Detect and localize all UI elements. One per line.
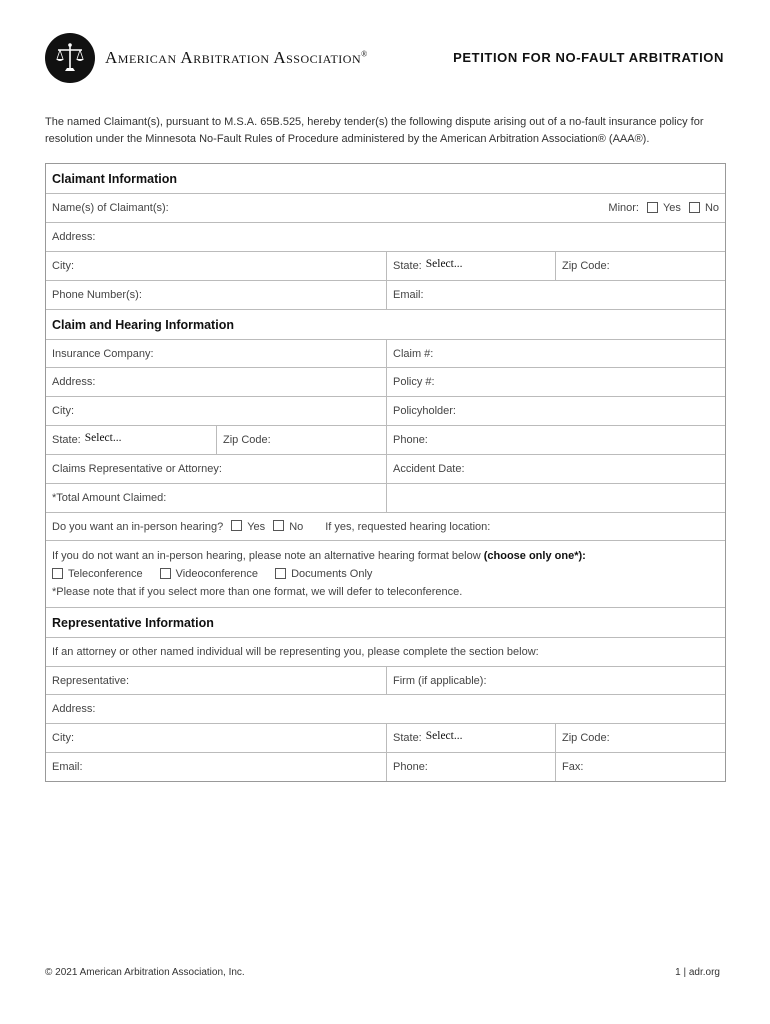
total-claimed-blank [386,484,725,512]
documents-only-checkbox[interactable] [275,568,286,579]
accident-date-field[interactable]: Accident Date: [386,455,725,483]
insurer-zip-field[interactable]: Zip Code: [216,426,386,454]
rep-email-field[interactable]: Email: [52,761,83,773]
section-title: Representative Information [52,615,214,630]
intro-paragraph: The named Claimant(s), pursuant to M.S.A. 65B.525, hereby tender(s) the following dispute arising out of a no-fault insurance policy for resolution under the Minnesota No-Fault Rules of Procedure administered by the American Arbitration Association® (AAA®). [45,116,704,145]
rep-phone-field[interactable]: Phone: [386,753,555,781]
insurer-address-field[interactable]: Address: [52,376,96,388]
section-title: Claimant Information [52,171,178,186]
claimant-email-field[interactable]: Email: [386,281,725,309]
claim-section-header [46,310,725,340]
aaa-logo [45,33,95,83]
rep-fax-field[interactable]: Fax: [555,753,725,781]
form-title: PETITION FOR NO-FAULT ARBITRATION [453,50,724,65]
claimant-address-field[interactable]: Address: [52,231,96,243]
insurer-city-field[interactable]: City: [52,405,74,417]
claimant-city-field[interactable]: City: [52,260,74,272]
minor-yes-checkbox[interactable] [647,202,658,213]
videoconference-checkbox[interactable] [160,568,171,579]
firm-field[interactable]: Firm (if applicable): [386,667,725,694]
rep-instruction: If an attorney or other named individual will be representing you, please complete the section below: [52,646,539,658]
rep-zip-field[interactable]: Zip Code: [555,724,725,752]
claimant-section-header [46,164,725,194]
rep-section-header [46,608,725,638]
teleconference-checkbox[interactable] [52,568,63,579]
inperson-yes-checkbox[interactable] [231,520,242,531]
alt-format-block: If you do not want an in-person hearing, please note an alternative hearing format below (choose only one*): Teleconference Videoconference Documents Only *Please note that if you select more than one format, we will defer to teleconference. [46,541,725,607]
inperson-row: Do you want an in-person hearing? Yes No If yes, requested hearing location: [52,520,491,533]
hearing-location-field[interactable]: If yes, requested hearing location: [325,520,491,533]
rep-address-field[interactable]: Address: [52,703,96,715]
claimant-state-select[interactable]: State: Select... [386,252,555,280]
org-name: American Arbitration Association® [105,48,368,67]
claimant-zip-field[interactable]: Zip Code: [555,252,725,280]
policy-number-field[interactable]: Policy #: [386,368,725,396]
format-note: *Please note that if you select more than one format, we will defer to teleconference. [52,586,463,598]
petition-form [45,163,726,782]
claimant-names-row [46,194,725,223]
insurance-company-field[interactable]: Insurance Company: [52,347,154,360]
claim-number-field[interactable]: Claim #: [386,340,725,367]
claimant-names-field[interactable]: Name(s) of Claimant(s): [52,202,169,214]
representative-field[interactable]: Representative: [52,674,130,687]
policyholder-field[interactable]: Policyholder: [386,397,725,425]
claimant-phone-field[interactable]: Phone Number(s): [52,289,142,301]
scales-icon [45,33,95,83]
insurer-state-select[interactable]: State: Select... [52,432,122,446]
copyright: © 2021 American Arbitration Association, Inc. [45,967,245,978]
rep-state-select[interactable]: State: Select... [386,724,555,752]
page-number: 1 | adr.org [675,967,720,978]
inperson-no-checkbox[interactable] [273,520,284,531]
section-title: Claim and Hearing Information [52,317,234,332]
total-claimed-field[interactable]: *Total Amount Claimed: [52,492,167,504]
claims-rep-field[interactable]: Claims Representative or Attorney: [52,463,222,475]
rep-city-field[interactable]: City: [52,732,74,744]
minor-group: Minor: Yes No [608,202,719,214]
minor-no-checkbox[interactable] [689,202,700,213]
insurer-phone-field[interactable]: Phone: [386,426,725,454]
